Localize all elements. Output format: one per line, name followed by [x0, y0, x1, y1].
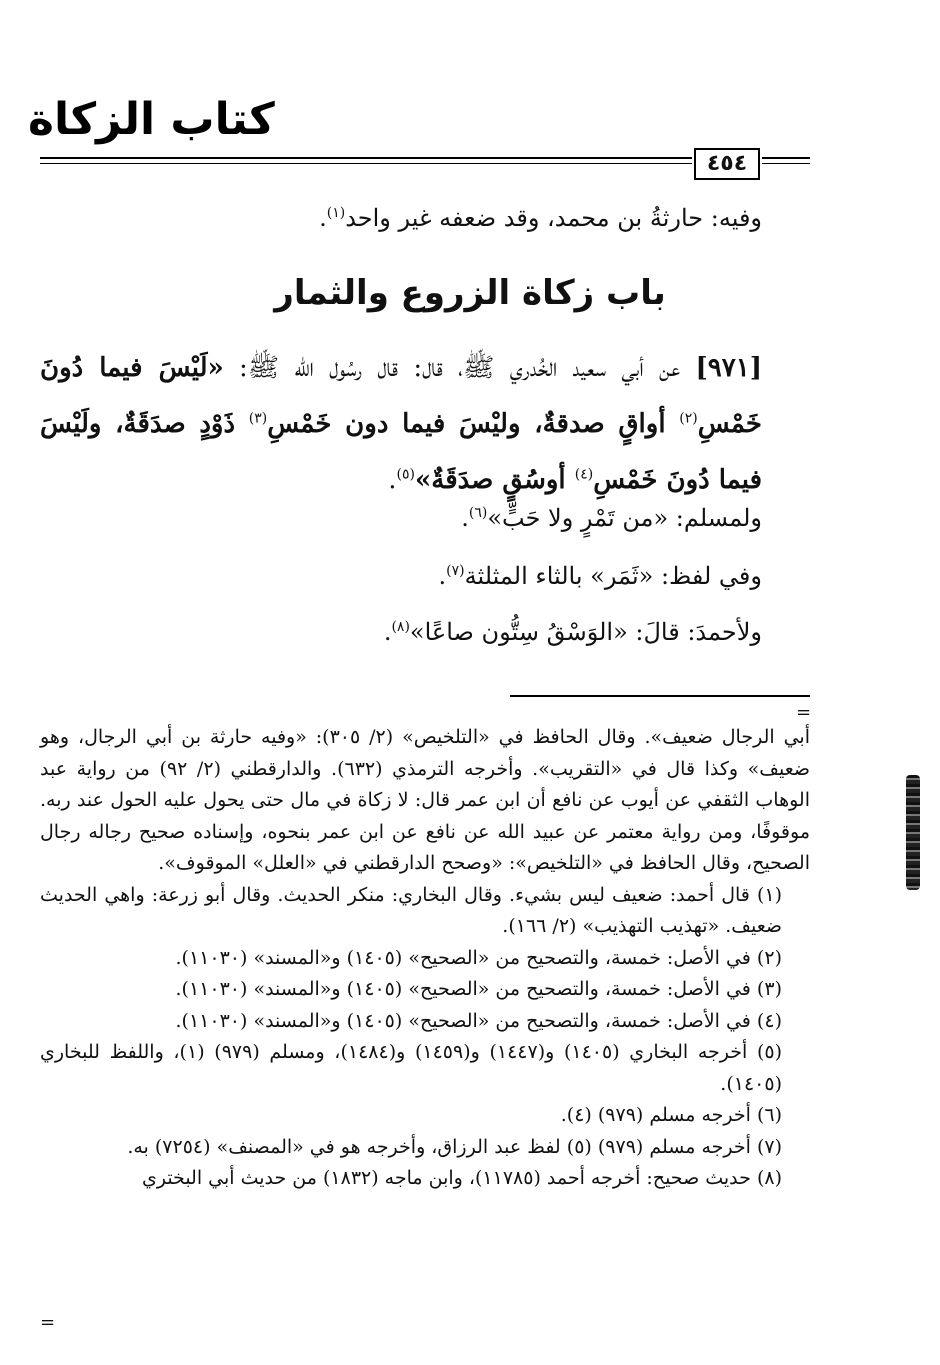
book-title: كتاب الزكاة: [28, 94, 275, 145]
footnote-3: (٣) في الأصل: خمسة، والتصحيح من «الصحيح» (١٤٠٥) و«المسند» (١١٠٣٠).: [175, 978, 782, 1000]
scan-edge-mark: [906, 775, 920, 890]
hadith-971: [٩٧١] عن أبي سعيد الخُدري ﷺ، قال: قال رسُول الله ﷺ: «لَيْسَ فيما دُونَ خَمْسِ$^{(٢)}$ أواقٍ صدقةٌ، وليْسَ فيما دون خَمْسِ$^{(٣)}$ ذَوْدٍ صدَقَةٌ، ولَيْسَ فيما دُونَ خَمْسِ$^{(٤)}$ أوسُقٍ صدَقَةٌ»$^{(٥)}$.: [40, 353, 762, 495]
footnote-ref: (٧): [446, 563, 465, 579]
footnote-4: (٤) في الأصل: خمسة، والتصحيح من «الصحيح» (١٤٠٥) و«المسند» (١١٠٣٠).: [175, 1009, 782, 1032]
footnote-ref: (٤): [574, 466, 594, 483]
page-number: ٤٥٤: [694, 148, 760, 180]
lafz-line: وفي لفظ: «ثَمَر» بالثاء المثلثة$^{(٧)}$.: [438, 562, 762, 590]
footnote-ref: (٢): [679, 410, 698, 427]
footnote-ref: (٨): [391, 619, 410, 635]
header-rule: [40, 157, 692, 159]
footnote-ref: (٣): [248, 410, 268, 427]
continuation-mark: =: [796, 702, 812, 723]
muslim-line: ولمسلم: «من تَمْرٍ ولا حَبٍّ»$^{(٦)}$.: [461, 504, 762, 532]
footnote-ref: (١): [326, 205, 346, 221]
hadith-quote-1: «لَيْسَ فيما دُونَ خَمْسِ: [40, 353, 762, 439]
chapter-title: باب زكاة الزروع والثمار: [274, 273, 666, 313]
hadith-quote-2: أواقٍ صدقةٌ، وليْسَ فيما دون خَمْسِ: [267, 409, 680, 439]
footnote-5: (٥) أخرجه البخاري (١٤٠٥) و(١٤٤٧) و(١٤٥٩) و(١٤٨٤)، ومسلم (٩٧٩) (١)، واللفظ للبخاري (١٤٠٥).: [40, 1041, 782, 1095]
footnote-ref: (٦): [468, 505, 488, 521]
footnote-1: (١) قال أحمد: ضعيف ليس بشيء. وقال البخاري: منكر الحديث. وقال أبو زرعة: واهي الحديث ضعيف. «تهذيب التهذيب» (٢/ ١٦٦).: [40, 883, 782, 937]
hadith-quote-4: أوسُقٍ صدَقَةٌ»: [415, 465, 575, 495]
lafz-text: وفي لفظ: «ثَمَر» بالثاء المثلثة: [464, 562, 762, 590]
footnote-ref: (٥): [396, 466, 416, 483]
header-rule: [762, 157, 810, 159]
footnote-separator: [510, 695, 810, 697]
footnote-continuation: أبي الرجال ضعيف». وقال الحافظ في «التلخيص» (٢/ ٣٠٥): «وفيه حارثة بن أبي الرجال، وهو ضعيف» وكذا قال في «التقريب». وأخرجه الترمذي (٦٣٢). والدارقطني (٢/ ٩٢) من رواية عبد الوهاب الثقفي عن أيوب عن نافع أن ابن عمر قال: لا زكاة في مال حتى يحول عليه الحول عند ربه. موقوفًا، ومن رواية معتمر عن عبيد الله عن نافع عن ابن عمر بنحوه، وإسناده صحيح رجاله رجال الصحيح، وقال الحافظ في «التلخيص»: «وصحح الدارقطني في «العلل» الموقوف».: [40, 726, 811, 874]
ahmad-text: ولأحمدَ: قالَ: «الوَسْقُ سِتُّون صاعًا»: [409, 618, 762, 646]
footnotes: [40, 722, 810, 1195]
hadith-number: [٩٧١]: [695, 353, 762, 383]
end-continuation-mark: =: [40, 1312, 56, 1333]
footnote-8: (٨) حديث صحيح: أخرجه أحمد (١١٧٨٥)، وابن ماجه (١٨٣٢) من حديث أبي البختري: [141, 1167, 782, 1189]
footnote-6: (٦) أخرجه مسلم (٩٧٩) (٤).: [560, 1104, 782, 1126]
footnote-7: (٧) أخرجه مسلم (٩٧٩) (٥) لفظ عبد الرزاق، وأخرجه هو في «المصنف» (٧٢٥٤) به.: [127, 1135, 782, 1158]
hadith-lead: عن أبي سعيد الخُدري ﷺ، قال: قال رسُول الله ﷺ:: [223, 353, 681, 383]
header-rule: [40, 163, 692, 164]
footnote-2: (٢) في الأصل: خمسة، والتصحيح من «الصحيح» (١٤٠٥) و«المسند» (١١٠٣٠).: [175, 946, 782, 969]
intro-text: وفيه: حارثةُ بن محمد، وقد ضعفه غير واحد: [345, 204, 762, 232]
hadith-quote-3: ذَوْدٍ صدَقَةٌ، ولَيْسَ فيما دُونَ خَمْسِ: [40, 409, 762, 495]
intro-line: وفيه: حارثةُ بن محمد، وقد ضعفه غير واحد$^{(١)}$.: [319, 204, 762, 232]
header-rule: [762, 163, 810, 164]
ahmad-line: ولأحمدَ: قالَ: «الوَسْقُ سِتُّون صاعًا»$^{(٨)}$.: [383, 618, 762, 646]
muslim-text: ولمسلم: «من تَمْرٍ ولا حَبٍّ»: [487, 504, 762, 532]
